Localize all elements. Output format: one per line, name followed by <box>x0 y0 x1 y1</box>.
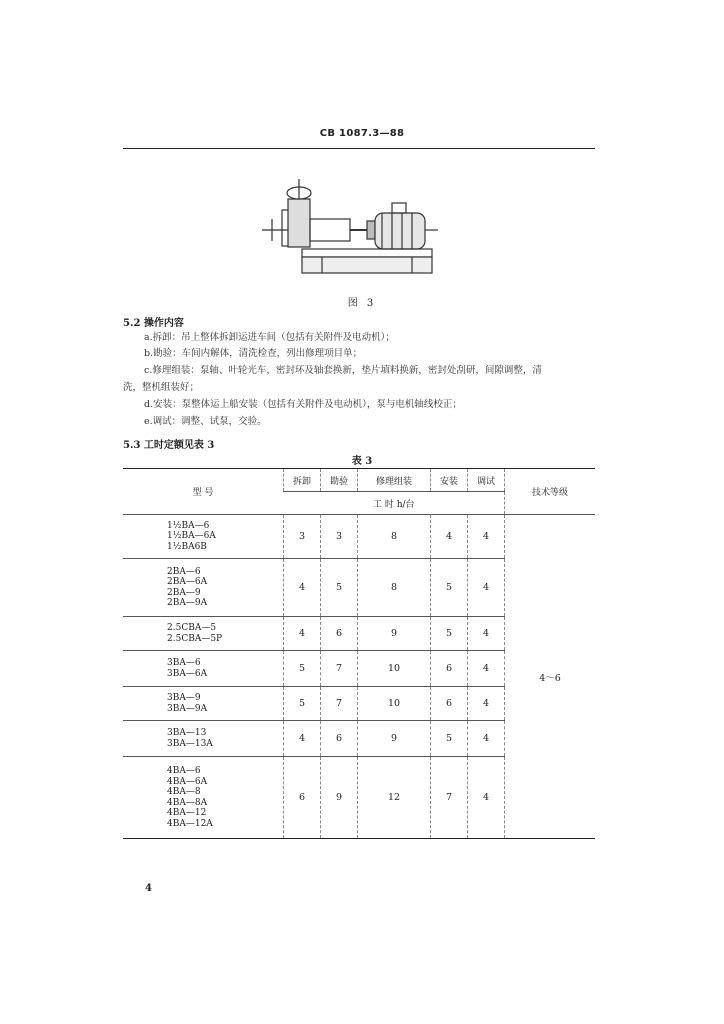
figure-caption: 图 3 <box>347 298 377 309</box>
cell-disassemble: 5 <box>284 687 321 721</box>
header-disassemble: 拆卸 <box>284 469 321 492</box>
cell-install: 7 <box>431 757 468 839</box>
table-row-models: 3BA—13 3BA—13A <box>123 721 284 757</box>
cell-debug: 4 <box>468 721 505 757</box>
cell-inspect: 6 <box>321 721 358 757</box>
cell-inspect: 3 <box>321 515 358 559</box>
cell-inspect: 5 <box>321 559 358 617</box>
cell-repair: 8 <box>358 515 431 559</box>
cell-disassemble: 4 <box>284 721 321 757</box>
table-row-models: 4BA—6 4BA—6A 4BA—8 4BA—8A 4BA—12 4BA—12A <box>123 757 284 839</box>
step-e: e.调试：调整、试泵，交验。 <box>144 416 267 427</box>
cell-debug: 4 <box>468 515 505 559</box>
document-header: CB 1087.3—88 <box>319 128 405 139</box>
section-5-2-title: 5.2 操作内容 <box>123 318 184 329</box>
cell-install: 5 <box>431 559 468 617</box>
labor-hours-table <box>123 468 595 839</box>
header-unit: 工 时 h/台 <box>284 492 505 515</box>
table-row-models: 1½BA—6 1½BA—6A 1½BA6B <box>167 520 216 552</box>
header-repair: 修理组装 <box>358 469 431 492</box>
cell-debug: 4 <box>468 559 505 617</box>
table-row-models: 2BA—6 2BA—6A 2BA—9 2BA—9A <box>123 559 284 617</box>
cell-repair: 10 <box>358 651 431 687</box>
cell-install: 5 <box>431 721 468 757</box>
cell-repair: 12 <box>358 757 431 839</box>
cell-grade: 4～6 <box>505 515 596 839</box>
cell-disassemble: 5 <box>284 651 321 687</box>
header-grade: 技术等级 <box>505 469 596 515</box>
page-number: 4 <box>145 883 152 894</box>
step-c: c.修理组装：泵轴、叶轮光车，密封环及轴套换新，垫片填料换新，密封处刮研，间隙调整，清 <box>144 365 542 376</box>
step-b: b.勘验：车间内解体，清洗检查，列出修理项目单； <box>144 348 363 359</box>
cell-disassemble: 6 <box>284 757 321 839</box>
cell-inspect: 7 <box>321 651 358 687</box>
header-debug: 调试 <box>468 469 505 492</box>
header-rule <box>123 148 595 149</box>
cell-disassemble: 4 <box>284 559 321 617</box>
step-d: d.安装：泵整体运上船安装（包括有关附件及电动机），泵与电机轴线校正； <box>144 399 462 410</box>
cell-debug: 4 <box>468 757 505 839</box>
header-model: 型 号 <box>123 469 284 515</box>
cell-install: 4 <box>431 515 468 559</box>
cell-debug: 4 <box>468 687 505 721</box>
table-caption: 表 3 <box>351 456 373 467</box>
cell-repair: 9 <box>358 721 431 757</box>
cell-install: 5 <box>431 617 468 651</box>
cell-debug: 4 <box>468 651 505 687</box>
cell-inspect: 9 <box>321 757 358 839</box>
table-row-models: 3BA—9 3BA—9A <box>123 687 284 721</box>
cell-inspect: 7 <box>321 687 358 721</box>
cell-install: 6 <box>431 651 468 687</box>
cell-disassemble: 4 <box>284 617 321 651</box>
step-c-continued: 洗，整机组装好； <box>123 382 200 393</box>
table-row-models: 2.5CBA—5 2.5CBA—5P <box>123 617 284 651</box>
cell-repair: 10 <box>358 687 431 721</box>
table-row-models: 3BA—6 3BA—6A <box>123 651 284 687</box>
step-a: a.拆卸：吊上整体拆卸运进车间（包括有关附件及电动机）； <box>144 332 395 343</box>
cell-debug: 4 <box>468 617 505 651</box>
cell-repair: 8 <box>358 559 431 617</box>
header-install: 安装 <box>431 469 468 492</box>
cell-disassemble: 3 <box>284 515 321 559</box>
header-inspect: 勘验 <box>321 469 358 492</box>
pump-assembly-figure <box>262 175 442 277</box>
section-5-3-title: 5.3 工时定额见表 3 <box>123 440 215 451</box>
cell-install: 6 <box>431 687 468 721</box>
cell-repair: 9 <box>358 617 431 651</box>
cell-inspect: 6 <box>321 617 358 651</box>
